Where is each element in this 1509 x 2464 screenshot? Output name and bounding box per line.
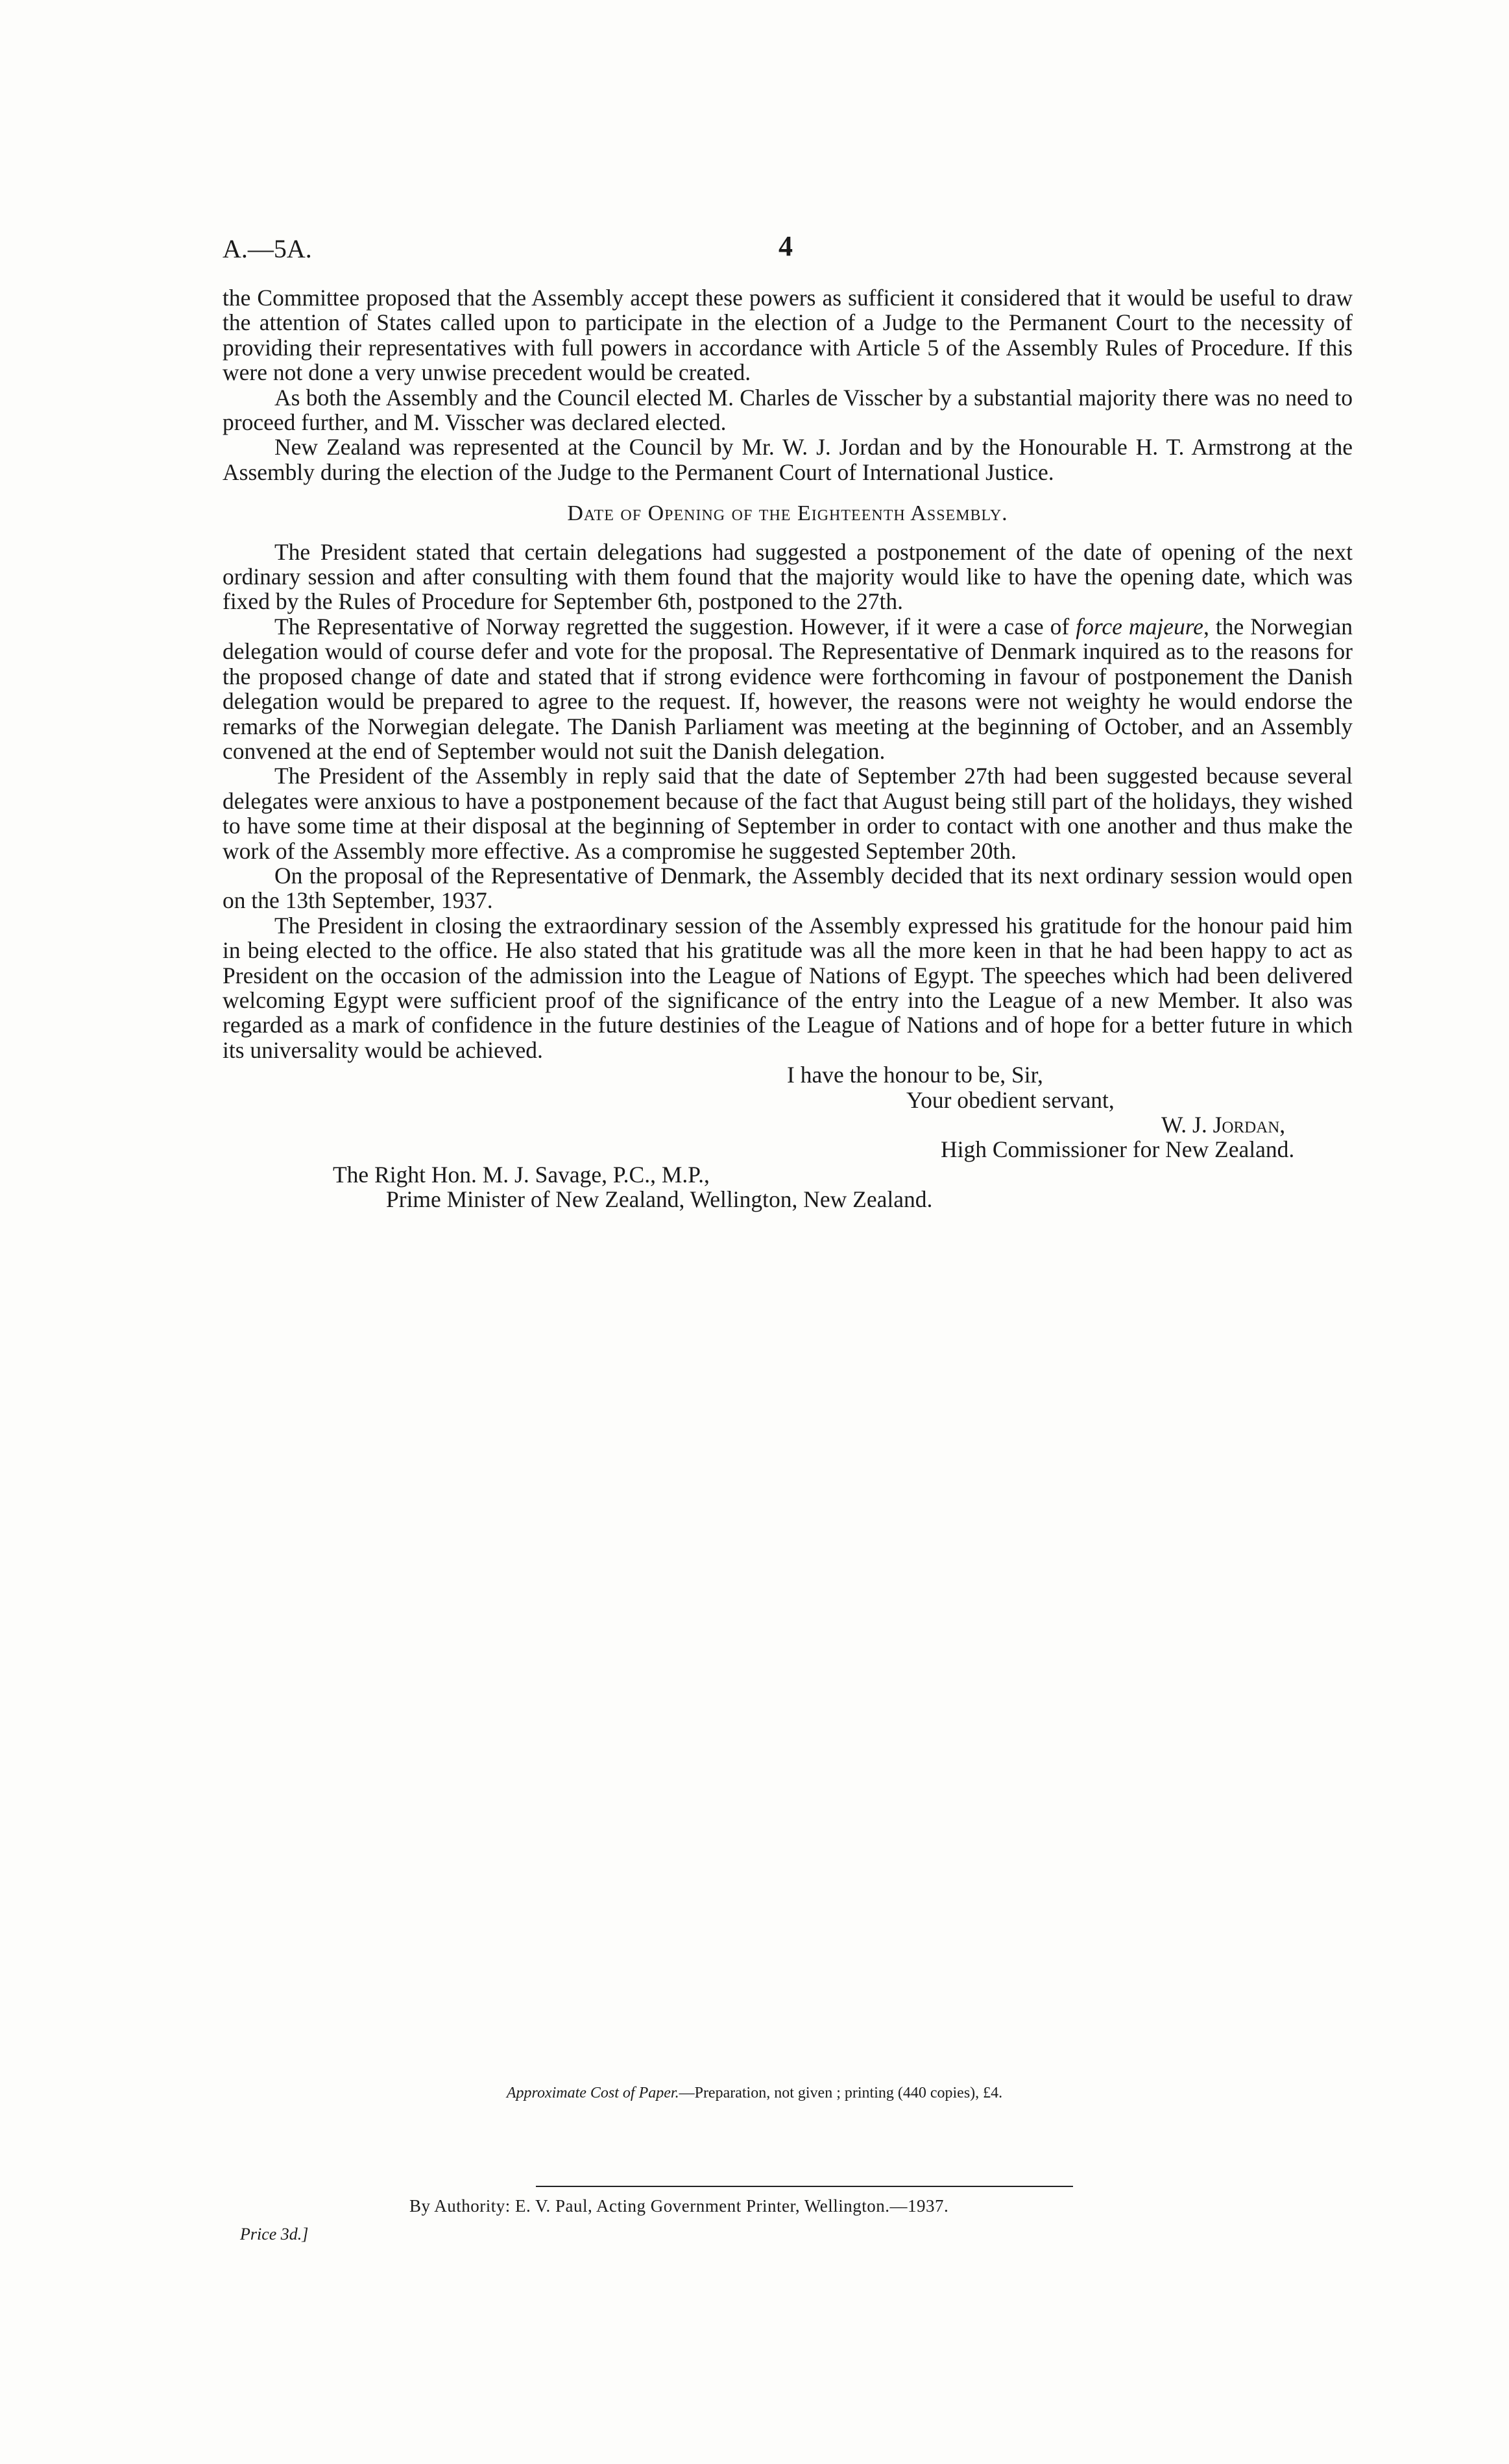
addressee-name: The Right Hon. M. J. Savage, P.C., M.P.,: [333, 1161, 710, 1188]
cost-label: Approximate Cost of Paper.: [506, 2085, 679, 2101]
document-series-code: A.—5A.: [223, 234, 312, 263]
page-number: 4: [779, 230, 793, 262]
paragraph-president-reply: The President of the Assembly in reply said that the date of September 27th had been suggested because several delegates were anxious to have a postponement because of the fact that August being still part of the holidays, they wished to have some time at their disposal at the beginning of September in order to contact with one another and thus make the work of the Assembly more effective. As a compromise he suggested September 20th.: [223, 763, 1353, 864]
price-note: Price 3d.]: [240, 2225, 309, 2243]
footer-divider: [536, 2186, 1073, 2187]
paragraph-closing-remarks: The President in closing the extraordinary session of the Assembly expressed his gratitude for the honour paid him in being elected to the office. He also stated that his gratitude was all the more keen in that he had been happy to act as President on the occasion of the admission into the League of Nations of Egypt. The speeches which had been delivered welcoming Egypt were sufficient proof of the significance of the entry into the League of a new Member. It also was regarded as a mark of confidence in the future destinies of the League of Nations and of hope for a better future in which its universality would be achieved.: [223, 912, 1353, 1063]
paragraph-election-result: As both the Assembly and the Council elected M. Charles de Visscher by a substantial majority there was no need to proceed further, and M. Visscher was declared elected.: [223, 384, 1353, 436]
paragraph-president-statement: The President stated that certain delegations had suggested a postponement of the date of opening of the next ordinary session and after consulting with them found that the majority would like to have the opening date, which was fixed by the Rules of Procedure for September 6th, postponed to the 27th.: [223, 538, 1353, 615]
signature-honour-line: I have the honour to be, Sir,: [787, 1062, 1043, 1088]
paragraph-norway-denmark: [223, 614, 1353, 763]
section-heading: Date of Opening of the Eighteenth Assembly.: [567, 501, 1008, 526]
cost-of-paper-note: [0, 2085, 1509, 2102]
paragraph-continuation: the Committee proposed that the Assembly accept these powers as sufficient it considered that it would be useful to draw the attention of States called upon to participate in the election of a Judge to the Permanent Court to the necessity of providing their representatives with full powers in accordance with Article 5 of the Assembly Rules of Procedure. If this were not done a very unwise precedent would be created.: [223, 285, 1353, 386]
document-body: [223, 285, 1353, 1212]
addressee-title: Prime Minister of New Zealand, Wellington, New Zealand.: [386, 1186, 933, 1213]
paragraph-norway-text-a: The Representative of Norway regretted the suggestion. However, if it were a case of: [274, 613, 1076, 640]
paragraph-assembly-decision: On the proposal of the Representative of Denmark, the Assembly decided that its next ordinary session would open on the 13th September, 1937.: [223, 862, 1353, 914]
printer-authority: By Authority: E. V. Paul, Acting Government Printer, Wellington.—1937.: [409, 2196, 949, 2216]
paragraph-nz-representation: New Zealand was represented at the Council by Mr. W. J. Jordan and by the Honourable H. T. Armstrong at the Assembly during the election of the Judge to the Permanent Court of International Justice.: [223, 434, 1353, 485]
signature-name: W. J. Jordan,: [1161, 1112, 1286, 1138]
signature-title: High Commissioner for New Zealand.: [941, 1136, 1295, 1163]
paragraph-norway-text-b: , the Norwegian delegation would of course defer and vote for the proposal. The Representative of Denmark inquired as to the reasons for the proposed change of date and stated that if strong evidence were forthcoming in favour of postponement the Danish delegation would be prepared to agree to the request. If, however, the reasons were not weighty he would endorse the remarks of the Norwegian delegate. The Danish Parliament was meeting at the beginning of October, and an Assembly convened at the end of September would not suit the Danish delegation.: [223, 613, 1353, 764]
signature-servant-line: Your obedient servant,: [906, 1086, 1115, 1113]
cost-text: —Preparation, not given ; printing (440 copies), £4.: [679, 2085, 1003, 2101]
force-majeure-italic: force majeure: [1076, 613, 1203, 640]
